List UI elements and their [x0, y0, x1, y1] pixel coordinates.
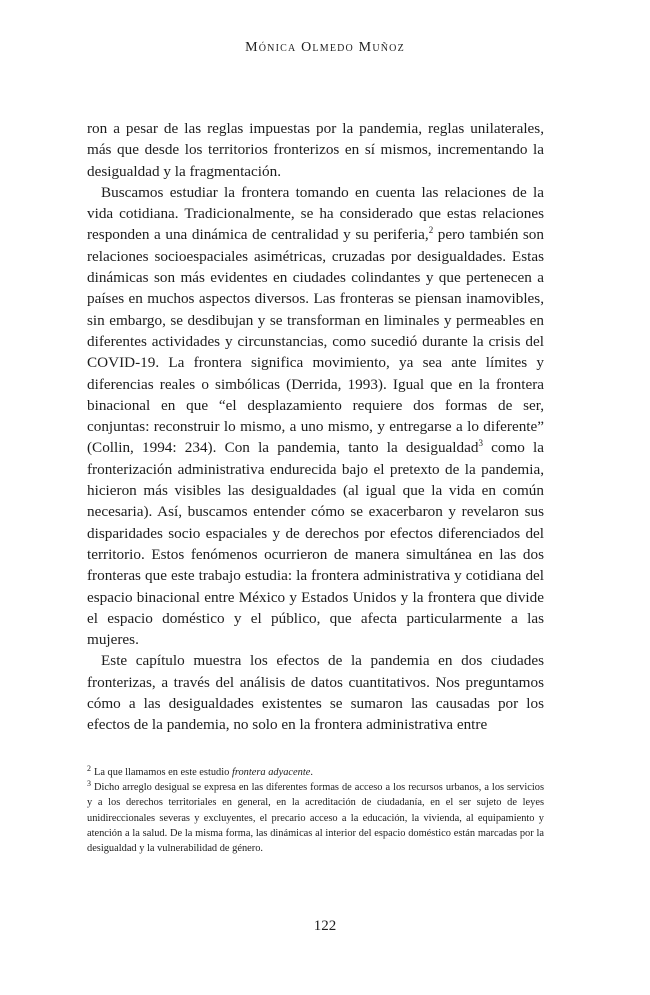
paragraph-3: Este capítulo muestra los efectos de la pandemia en dos ciudades fronterizas, a través del análisis de datos cuantitativos. Nos preguntamos cómo a las desigualdades existentes se sumaron las causadas por los efectos de la pandemia, no solo en la frontera administrativa entre — [87, 652, 544, 734]
footnote-text: Dicho arreglo desigual se expresa en las diferentes formas de acceso a los recursos urbanos, a los servicios y a los derechos territoriales en general, en la acreditación de ciudadanía, en el ser sujeto de leyes unidireccionales severas y excluyentes, el precario acceso a la educación, la vivienda, al equipamiento y atención a la salud. De la misma forma, las dinámicas al interior del espacio doméstico están marcadas por la desigualdad y la vulnerabilidad de género. — [87, 782, 544, 855]
footnotes — [87, 765, 544, 856]
footnote-text: La que llamamos en este estudio — [94, 767, 232, 778]
footnote-mark: 3 — [87, 779, 91, 789]
body-text — [87, 118, 544, 736]
paragraph-2-part-a: Buscamos estudiar la frontera tomando en cuenta las relaciones de la vida cotidiana. Tradicionalmente, se ha considerado que estas relaciones responden a una dinámica de centralidad y su periferia, — [87, 183, 544, 244]
footnote-2 — [87, 765, 544, 780]
footnote-mark: 2 — [87, 764, 91, 773]
footnote-3 — [87, 780, 544, 856]
paragraph-1: ron a pesar de las reglas impuestas por la pandemia, reglas unilaterales, más que desde los territorios fronterizos en sí mismos, incrementando la desigualdad y la fragmentación. — [87, 120, 544, 180]
page-number: 122 — [313, 918, 337, 934]
footnote-ref-3: 3 — [478, 438, 483, 449]
footnote-ref-2: 2 — [428, 225, 434, 236]
paragraph-2-part-c: como la fronterización administrativa endurecida bajo el pretexto de la pandemia, hicieron más visibles las desigualdades (al igual que la vida en común necesaria). Así, buscamos entender cómo se exacerbaron y revelaron sus disparidades socio espaciales y de derechos por efectos diferenciados del territorio. Estos fenómenos ocurrieron de manera simultánea en las dos fronteras que este trabajo estudia: la frontera administrativa y cotidiana del espacio binacional entre México y Estados Unidos y la frontera que divide el espacio doméstico y el público, que afecta particularmente a las mujeres. — [87, 439, 545, 649]
paragraph-2 — [87, 182, 544, 651]
footnote-emphasis: frontera adyacente — [231, 767, 311, 778]
footnote-text-end: . — [310, 767, 313, 778]
running-head: Mónica Olmedo Muñoz — [245, 40, 405, 55]
paragraph-2-part-b: pero también son relaciones socioespaciales asimétricas, cruzadas por desigualdades. Estas dinámicas son más evidentes en ciudades colindantes y que pertenecen a países en muchos aspectos diversos. Las fronteras se piensan inamovibles, sin embargo, se desdibujan y se transforman en liminales y permeables en diferentes actividades y circunstancias, como sucedió durante la crisis del COVID-19. La frontera significa movimiento, ya sea ante límites y diferencias reales o simbólicas (Derrida, 1993). Igual que en la frontera binacional en que “el desplazamiento requiere dos formas de ser, conjuntas: reconstruir lo mismo, a uno mismo, y entregarse a lo diferente” (Collin, 1994: 234). Con la pandemia, tanto la desigualdad — [87, 226, 544, 457]
